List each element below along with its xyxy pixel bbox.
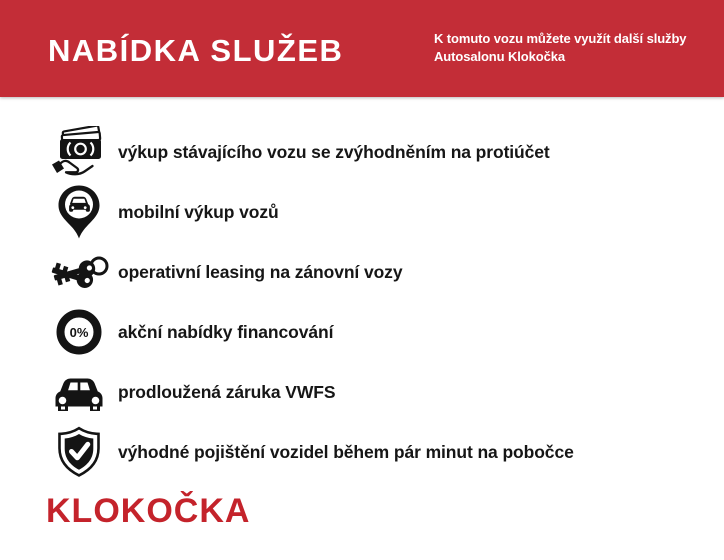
service-label: akční nabídky financování <box>118 321 334 342</box>
service-label: mobilní výkup vozů <box>118 201 279 222</box>
cash-in-hand-icon <box>46 123 112 181</box>
service-item-warranty <box>0 362 724 422</box>
zero-percent-badge-text: 0% <box>69 325 89 340</box>
header-banner <box>0 0 724 97</box>
service-label: operativní leasing na zánovní vozy <box>118 261 403 282</box>
header-subtitle <box>434 30 686 66</box>
car-location-pin-icon <box>46 183 112 241</box>
service-item-mobile-buyout <box>0 182 724 242</box>
service-item-trade-in <box>0 122 724 182</box>
shield-check-icon <box>46 423 112 481</box>
service-label: výkup stávajícího vozu se zvýhodněním na protiúčet <box>118 141 550 162</box>
service-item-leasing <box>0 242 724 302</box>
service-label: výhodné pojištění vozidel během pár minut na pobočce <box>118 441 574 462</box>
header-subtitle-line-1: K tomuto vozu můžete využít další služby <box>434 31 687 46</box>
service-item-financing <box>0 302 724 362</box>
service-item-insurance <box>0 422 724 482</box>
klokocka-logo: KLOKOČKA <box>46 492 251 530</box>
zero-percent-icon <box>46 303 112 361</box>
page-title: NABÍDKA SLUŽEB <box>48 33 344 68</box>
services-list <box>0 97 724 482</box>
service-label: prodloužená záruka VWFS <box>118 381 336 402</box>
car-keys-icon <box>46 243 112 301</box>
header-subtitle-line-2: Autosalonu Klokočka <box>434 49 566 64</box>
car-icon <box>46 363 112 421</box>
